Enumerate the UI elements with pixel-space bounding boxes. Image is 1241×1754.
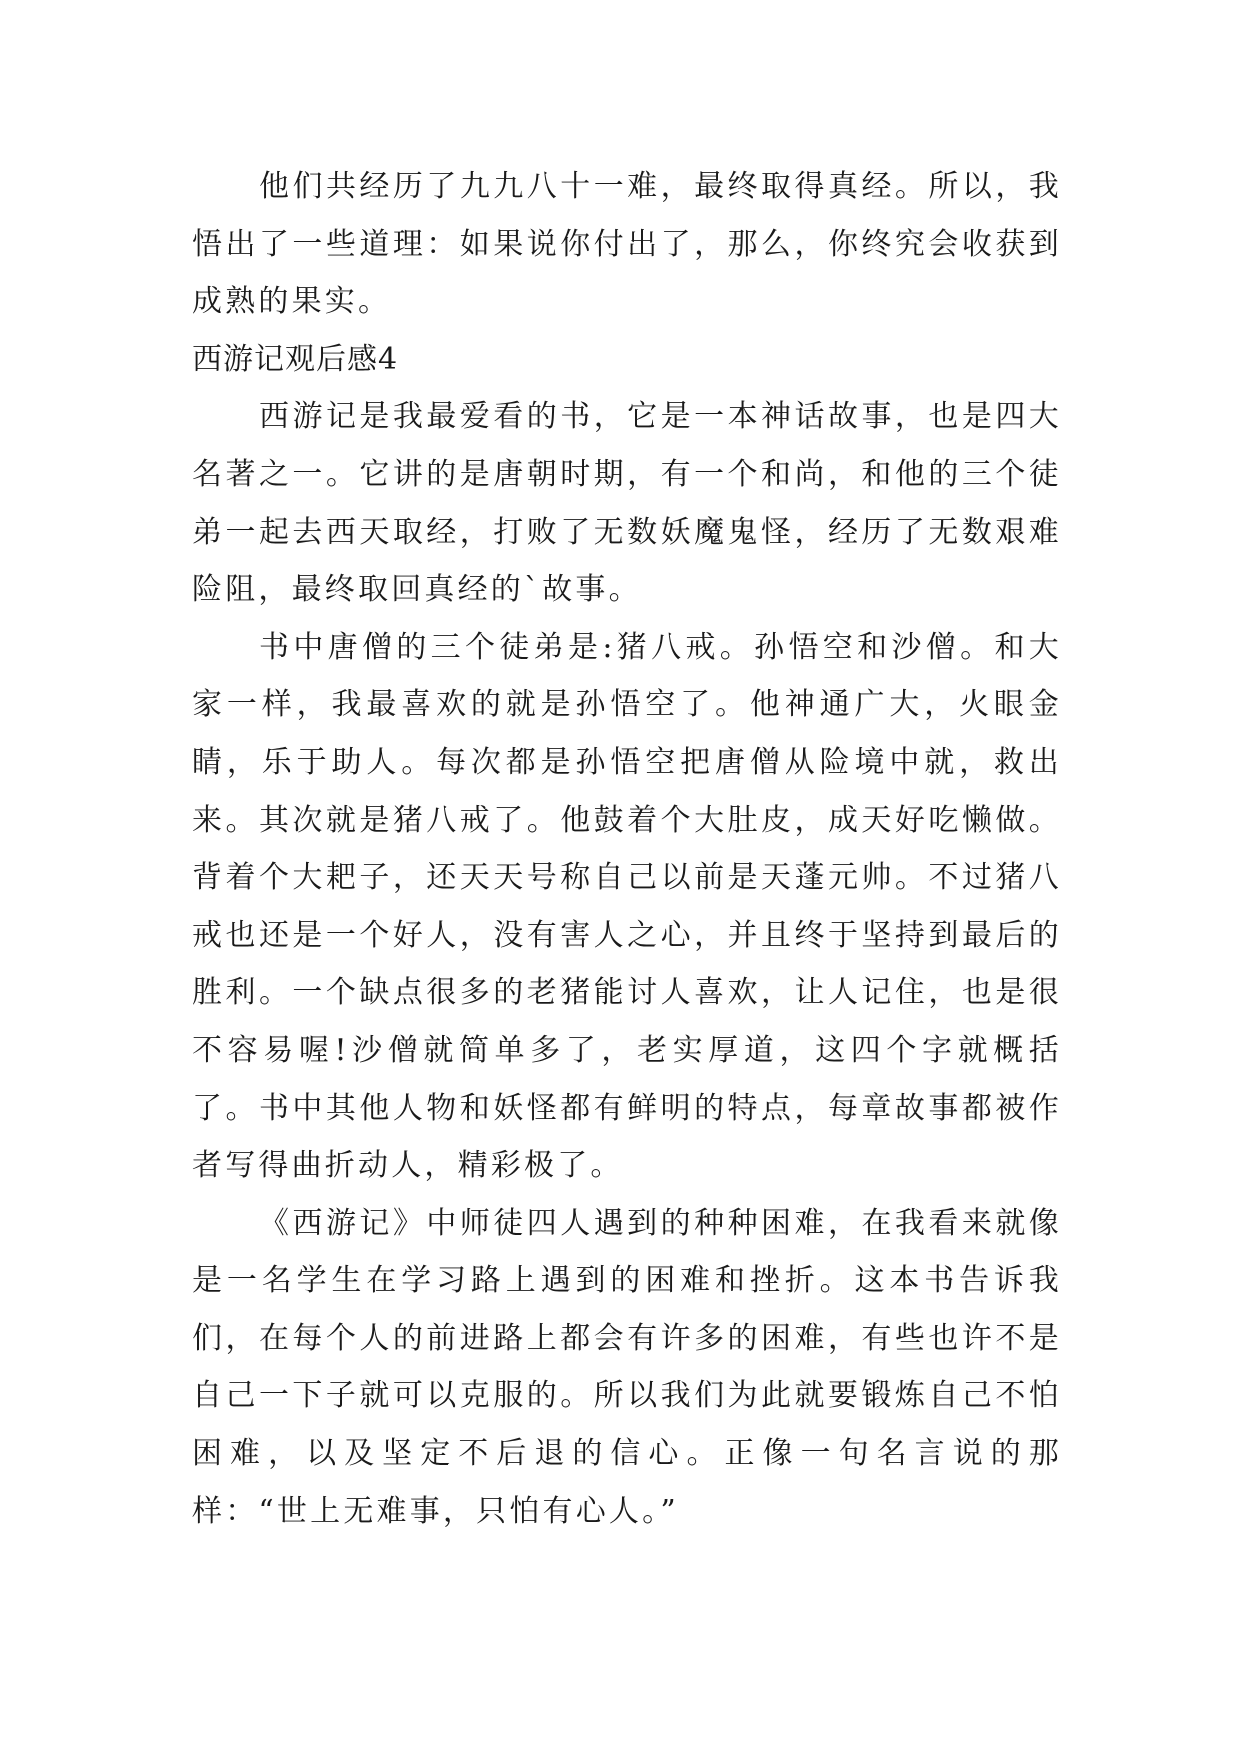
paragraph-conclusion: 他们共经历了九九八十一难，最终取得真经。所以，我悟出了一些道理：如果说你付出了，那么，你终究会收获到成熟的果实。: [192, 169, 1062, 320]
paragraph-characters: 书中唐僧的三个徒弟是:猪八戒。孙悟空和沙僧。和大家一样，我最喜欢的就是孙悟空了。他神通广大，火眼金睛，乐于助人。每次都是孙悟空把唐僧从险境中就，救出来。其次就是猪八戒了。他鼓着个大肚皮，成天好吃懒做。背着个大耙子，还天天号称自己以前是天蓬元帅。不过猪八戒也还是一个好人，没有害人之心，并且终于坚持到最后的胜利。一个缺点很多的老猪能讨人喜欢，让人记住，也是很不容易喔!沙僧就简单多了，老实厚道，这四个字就概括了。书中其他人物和妖怪都有鲜明的特点，每章故事都被作者写得曲折动人，精彩极了。: [192, 629, 1062, 1184]
paragraph-intro: 西游记是我最爱看的书，它是一本神话故事，也是四大名著之一。它讲的是唐朝时期，有一个和尚，和他的三个徒弟一起去西天取经，打败了无数妖魔鬼怪，经历了无数艰难险阻，最终取回真经的`故事。: [192, 399, 1062, 608]
section-heading: 西游记观后感4: [192, 341, 399, 377]
document-body: [192, 158, 1062, 1540]
paragraph-lesson: 《西游记》中师徒四人遇到的种种困难，在我看来就像是一名学生在学习路上遇到的困难和挫折。这本书告诉我们，在每个人的前进路上都会有许多的困难，有些也许不是自己一下子就可以克服的。所以我们为此就要锻炼自己不怕困难，以及坚定不后退的信心。正像一句名言说的那样：“世上无难事，只怕有心人。”: [192, 1205, 1062, 1529]
